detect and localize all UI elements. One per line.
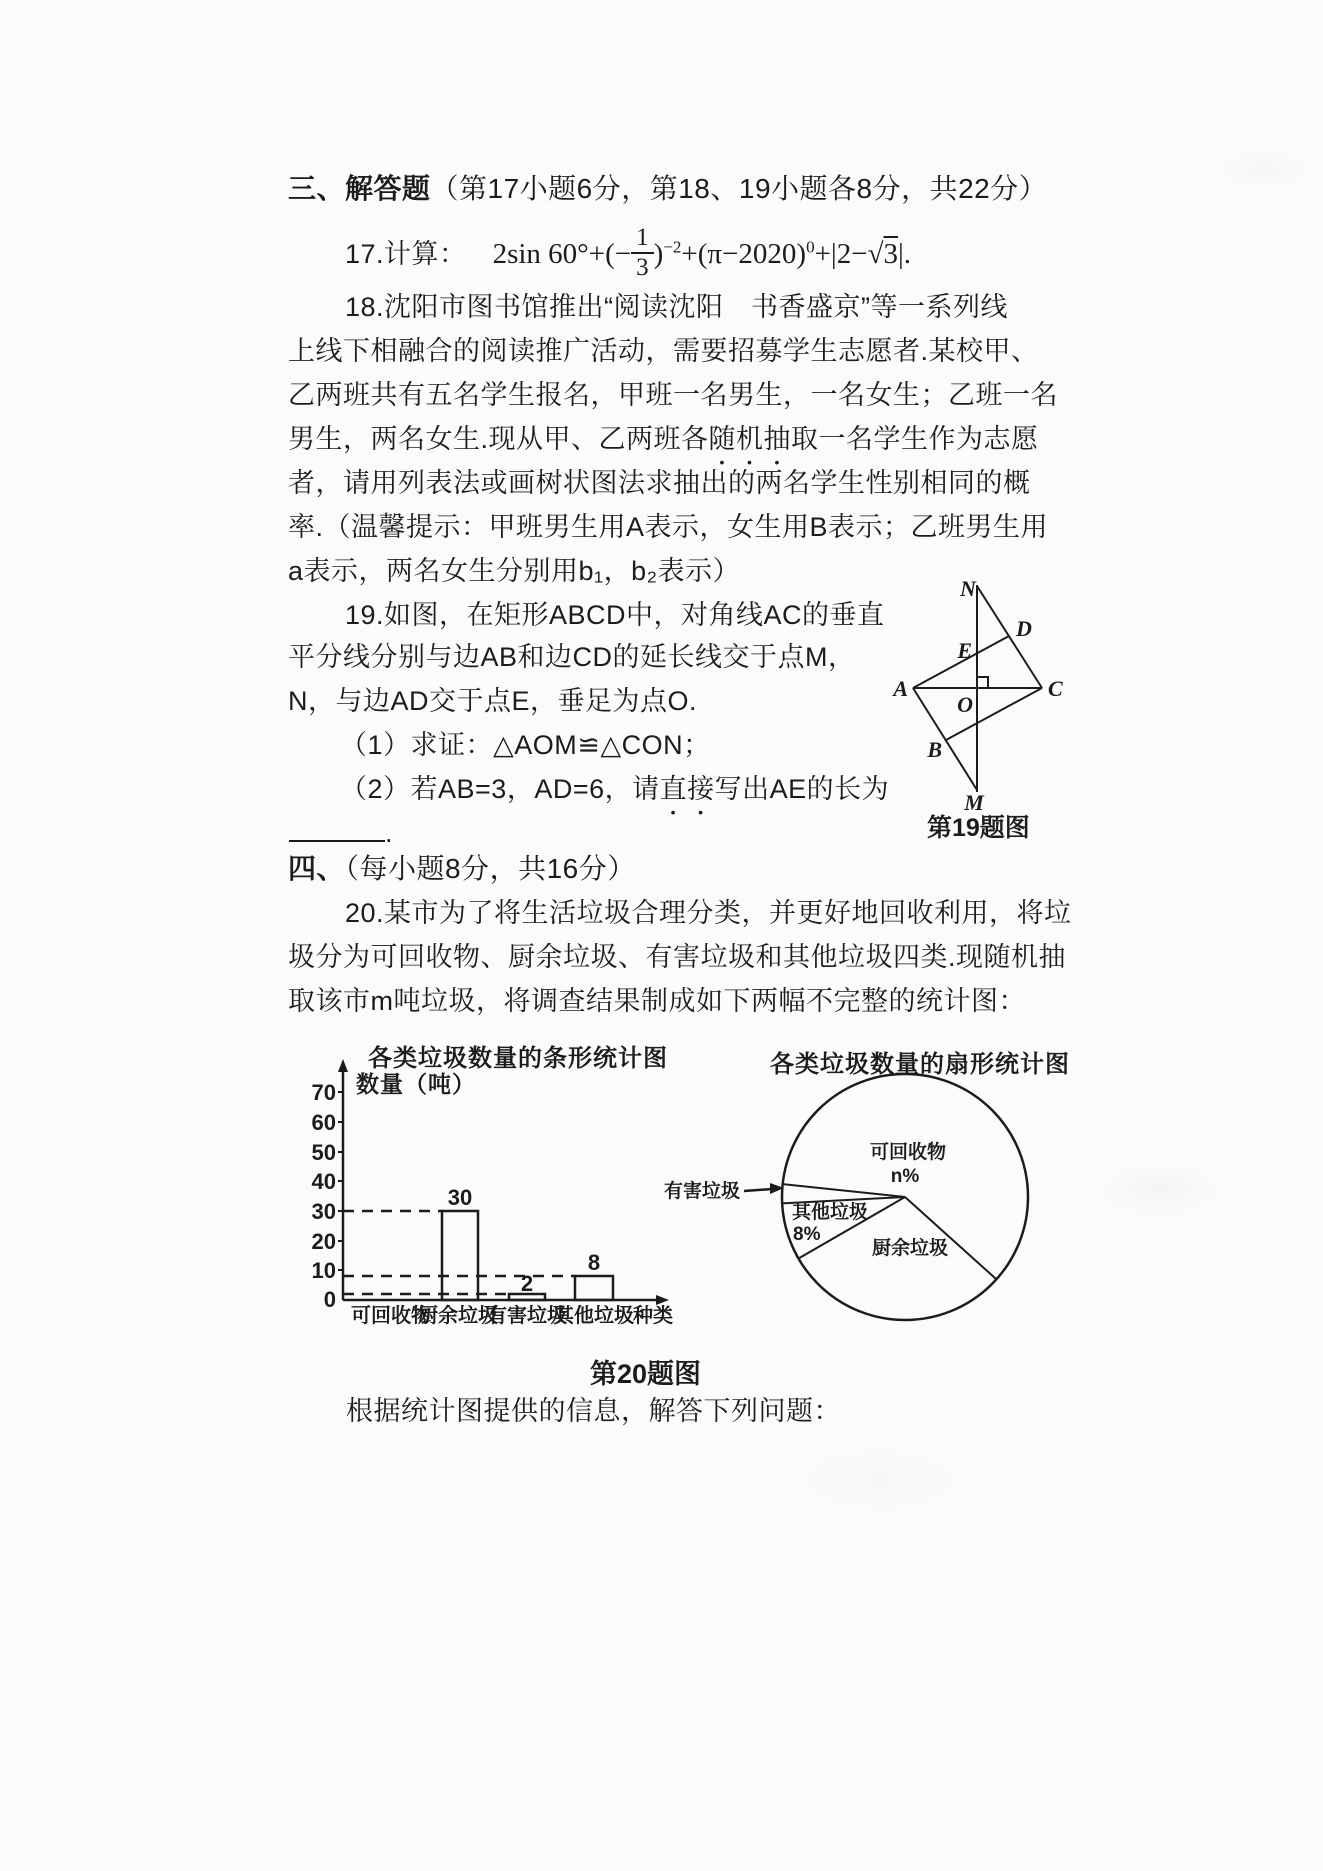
y-tick-label: 60 bbox=[311, 1110, 336, 1135]
section-3-header bbox=[288, 172, 1047, 206]
problem-19-line-3: N，与边AD交于点E，垂足为点O. bbox=[288, 686, 698, 716]
bar-value-label: 8 bbox=[587, 1250, 601, 1275]
point-label-M: M bbox=[964, 790, 984, 815]
text-run: 取一名学生作为志愿 bbox=[791, 424, 1039, 454]
y-axis-arrow bbox=[338, 1059, 348, 1072]
problem-18-line-6: 率.（温馨提示：甲班男生用A表示，女生用B表示；乙班男生用 bbox=[288, 512, 1049, 542]
bar-kitchen-waste bbox=[442, 1211, 478, 1300]
slice-value-other: 8% bbox=[793, 1224, 821, 1245]
fraction bbox=[631, 225, 654, 282]
formula-part: 2sin 60°+(− bbox=[492, 237, 632, 270]
emphasized-text: 直接 bbox=[659, 774, 715, 804]
problem-19-item-2 bbox=[340, 772, 889, 820]
point-label-E: E bbox=[957, 638, 972, 663]
problem-18-line-7: a表示，两名女生分别用b₁，b₂表示） bbox=[288, 556, 741, 586]
callout-arrow-line bbox=[744, 1189, 772, 1191]
bar-other-waste bbox=[575, 1276, 613, 1300]
radicand: 3 bbox=[883, 237, 898, 270]
problem-17 bbox=[345, 224, 912, 285]
problem-18-line-3: 乙两班共有五名学生报名，甲班一名男生，一名女生；乙班一名 bbox=[288, 380, 1058, 410]
problem-19-line-2: 平分线分别与边AB和边CD的延长线交于点M， bbox=[288, 642, 856, 672]
formula-part: |. bbox=[898, 237, 912, 270]
point-label-D: D bbox=[1016, 616, 1032, 641]
pie-chart-title: 各类垃圾数量的扇形统计图 bbox=[770, 1051, 1070, 1078]
slice-label-hazardous: 有害垃圾 bbox=[663, 1181, 740, 1202]
slice-label-kitchen: 厨余垃圾 bbox=[872, 1238, 949, 1259]
fraction-denominator: 3 bbox=[636, 254, 649, 282]
x-category-label: 有害垃圾 bbox=[487, 1305, 567, 1327]
problem-19-answer-blank-line bbox=[289, 816, 393, 850]
problem-18-line-4 bbox=[288, 422, 1039, 470]
bar-value-label: 30 bbox=[447, 1185, 473, 1210]
exponent: −2 bbox=[663, 237, 682, 257]
problem-18-line-1: 18.沈阳市图书馆推出“阅读沈阳 书香盛京”等一系列线 bbox=[345, 292, 1009, 322]
radical-sign: √ bbox=[867, 237, 884, 270]
y-tick-label: 50 bbox=[311, 1140, 336, 1165]
bar-value-label: 2 bbox=[520, 1271, 534, 1296]
y-tick-label: 0 bbox=[323, 1287, 336, 1312]
figure-20-caption: 第20题图 bbox=[590, 1359, 702, 1389]
formula-part: ) bbox=[653, 237, 664, 270]
y-tick-label: 10 bbox=[311, 1258, 336, 1283]
problem-17-formula bbox=[492, 224, 912, 282]
x-category-label: 厨余垃圾 bbox=[418, 1305, 498, 1327]
pie-chart bbox=[640, 1046, 1060, 1338]
problem-20-line-2: 圾分为可回收物、厨余垃圾、有害垃圾和其他垃圾四类.现随机抽 bbox=[288, 942, 1067, 972]
y-tick-label: 70 bbox=[311, 1080, 336, 1105]
line-CDN bbox=[977, 586, 1042, 688]
section-4-header bbox=[288, 852, 636, 886]
text-run: 写出AE的长为 bbox=[714, 774, 890, 804]
problem-18-line-5: 者，请用列表法或画树状图法求抽出的两名学生性别相同的概 bbox=[288, 468, 1031, 498]
x-category-label: 其他垃圾 bbox=[554, 1305, 634, 1327]
x-category-label: 可回收物 bbox=[351, 1305, 431, 1327]
slice-value-recyclable: n% bbox=[890, 1166, 920, 1187]
right-angle-mark bbox=[977, 677, 988, 688]
formula-part: +|2− bbox=[814, 237, 868, 270]
text-run: . bbox=[385, 818, 394, 848]
formula-part: +(π−2020) bbox=[681, 237, 807, 270]
section-4-points: （每小题8分，共16分） bbox=[345, 853, 636, 884]
emphasized-text: 随机抽 bbox=[708, 424, 792, 454]
figure-19-caption: 第19题图 bbox=[927, 814, 1030, 842]
problem-20-line-3: 取该市m吨垃圾，将调查结果制成如下两幅不完整的统计图： bbox=[288, 986, 1026, 1016]
closing-line: 根据统计图提供的信息，解答下列问题： bbox=[346, 1396, 841, 1426]
slice-boundary bbox=[783, 1184, 905, 1197]
problem-20-line-1: 20.某市为了将生活垃圾合理分类，并更好地回收利用，将垃 bbox=[345, 898, 1072, 928]
section-3-points: （第17小题6分，第18、19小题各8分，共22分） bbox=[430, 173, 1048, 204]
slice-label-other: 其他垃圾 bbox=[792, 1202, 869, 1223]
section-3-title: 三、解答题 bbox=[288, 173, 431, 204]
point-label-O: O bbox=[957, 692, 973, 717]
text-run: （2）若AB=3，AD=6，请 bbox=[340, 774, 660, 804]
point-label-N: N bbox=[960, 576, 976, 601]
slice-label-recyclable: 可回收物 bbox=[869, 1142, 947, 1163]
problem-18-line-2: 上线下相融合的阅读推广活动，需要招募学生志愿者.某校甲、 bbox=[288, 336, 1039, 366]
problem-19-line-1: 19.如图，在矩形ABCD中，对角线AC的垂直 bbox=[345, 600, 885, 630]
bar-chart bbox=[310, 1055, 690, 1335]
x-axis-name: 种类 bbox=[633, 1305, 673, 1327]
section-4-title: 四、 bbox=[288, 853, 346, 884]
point-label-A: A bbox=[893, 676, 908, 701]
point-label-C: C bbox=[1048, 676, 1063, 701]
fraction-numerator: 1 bbox=[631, 225, 654, 254]
y-tick-label: 20 bbox=[311, 1229, 336, 1254]
bar-chart-y-axis-label: 数量（吨） bbox=[356, 1071, 476, 1097]
bar-chart-title: 各类垃圾数量的条形统计图 bbox=[368, 1045, 668, 1072]
problem-17-label: 17.计算： bbox=[345, 238, 467, 269]
problem-19-item-1: （1）求证：△AOM≌△CON； bbox=[340, 730, 711, 760]
y-tick-label: 30 bbox=[311, 1199, 336, 1224]
text-run: 男生，两名女生.现从甲、乙两班各 bbox=[288, 424, 709, 454]
y-tick-label: 40 bbox=[311, 1169, 336, 1194]
point-label-B: B bbox=[927, 737, 942, 762]
answer-blank bbox=[289, 816, 385, 842]
exponent: 0 bbox=[806, 237, 815, 257]
